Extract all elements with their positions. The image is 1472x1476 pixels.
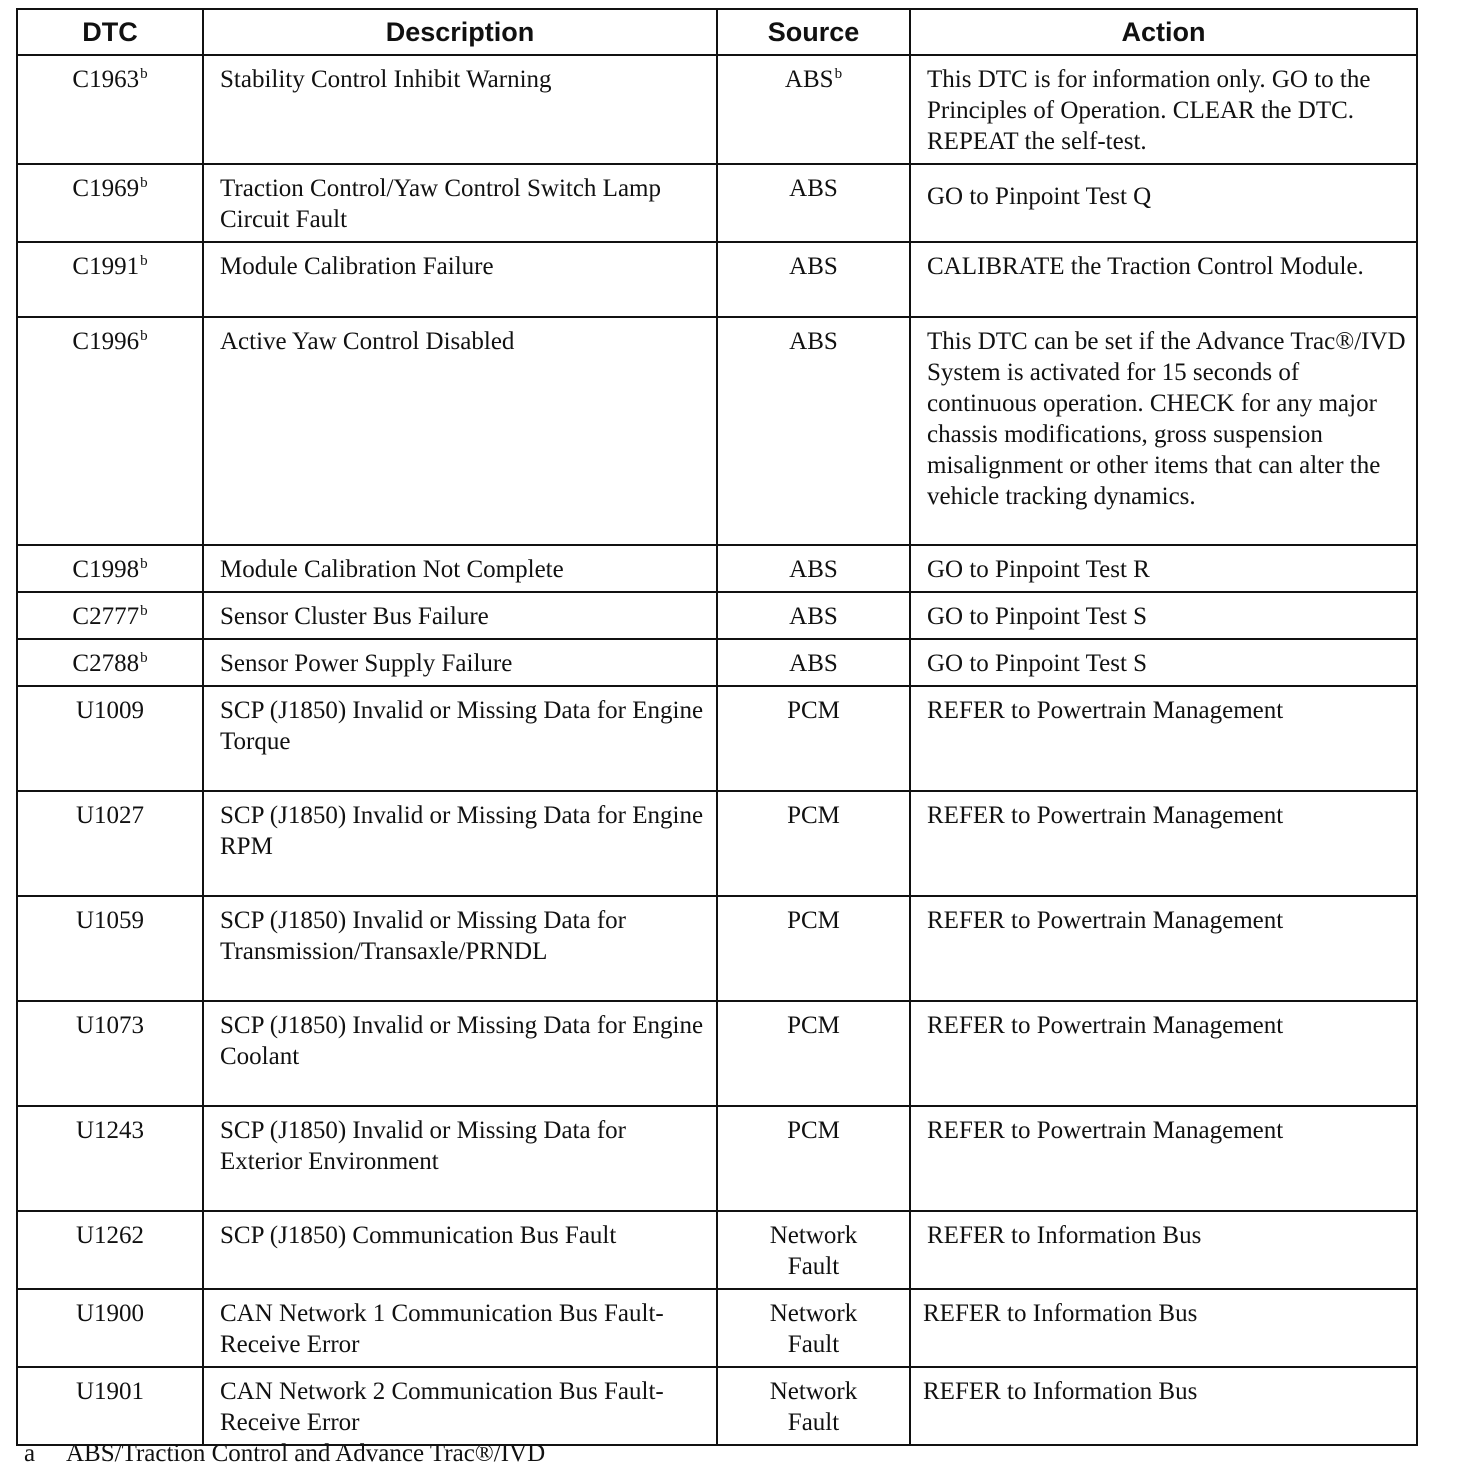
table-row xyxy=(17,1289,1417,1367)
table-row xyxy=(17,639,1417,686)
footnote-ref: b xyxy=(140,253,148,269)
source-cell xyxy=(717,545,910,592)
table-row xyxy=(17,545,1417,592)
description-cell: Sensor Cluster Bus Failure xyxy=(203,592,717,639)
action-cell: GO to Pinpoint Test Q xyxy=(910,164,1417,242)
action-cell: REFER to Information Bus xyxy=(910,1367,1417,1445)
dtc-code: C1991 xyxy=(72,253,140,280)
action-cell: REFER to Powertrain Management xyxy=(910,791,1417,896)
dtc-code-cell xyxy=(17,164,203,242)
dtc-code-cell xyxy=(17,545,203,592)
dtc-code-cell: U1009 xyxy=(17,686,203,791)
dtc-code-cell: U1262 xyxy=(17,1211,203,1289)
action-cell: GO to Pinpoint Test R xyxy=(910,545,1417,592)
table-row xyxy=(17,317,1417,545)
table-row xyxy=(17,164,1417,242)
header-source: Source xyxy=(717,9,910,55)
action-cell: REFER to Powertrain Management xyxy=(910,686,1417,791)
description-cell: SCP (J1850) Communication Bus Fault xyxy=(203,1211,717,1289)
table-row xyxy=(17,242,1417,317)
action-cell: This DTC is for information only. GO to the Principles of Operation. CLEAR the DTC. REPEAT the self-test. xyxy=(910,55,1417,164)
table-footnote xyxy=(24,1438,545,1469)
action-cell: This DTC can be set if the Advance Trac®/IVD System is activated for 15 seconds of continuous operation. CHECK for any major chassis modifications, gross suspension misalignment or other items that can alter the vehicle tracking dynamics. xyxy=(910,317,1417,545)
source-cell xyxy=(717,242,910,317)
dtc-code-cell xyxy=(17,317,203,545)
source-cell: PCM xyxy=(717,1106,910,1211)
table-row xyxy=(17,686,1417,791)
source-cell: PCM xyxy=(717,896,910,1001)
description-cell: Module Calibration Not Complete xyxy=(203,545,717,592)
footnote-ref: b xyxy=(140,175,148,191)
action-cell: REFER to Powertrain Management xyxy=(910,1001,1417,1106)
dtc-code-cell xyxy=(17,242,203,317)
source-cell xyxy=(717,55,910,164)
dtc-code-cell: U1073 xyxy=(17,1001,203,1106)
dtc-table xyxy=(16,8,1418,1446)
source-cell: Network Fault xyxy=(717,1289,910,1367)
dtc-code: C1996 xyxy=(72,328,140,355)
description-cell: Sensor Power Supply Failure xyxy=(203,639,717,686)
footnote-marker: a xyxy=(24,1440,36,1467)
description-cell: Active Yaw Control Disabled xyxy=(203,317,717,545)
source-cell xyxy=(717,639,910,686)
dtc-code: C1998 xyxy=(72,556,140,583)
source-value: ABS xyxy=(784,66,834,93)
dtc-code-cell: U1901 xyxy=(17,1367,203,1445)
source-value: ABS xyxy=(789,650,838,677)
table-row xyxy=(17,592,1417,639)
header-description: Description xyxy=(203,9,717,55)
description-cell: Stability Control Inhibit Warning xyxy=(203,55,717,164)
source-cell xyxy=(717,592,910,639)
table-row xyxy=(17,55,1417,164)
dtc-code-cell: U1900 xyxy=(17,1289,203,1367)
action-cell: CALIBRATE the Traction Control Module. xyxy=(910,242,1417,317)
action-cell: GO to Pinpoint Test S xyxy=(910,639,1417,686)
description-cell: SCP (J1850) Invalid or Missing Data for Transmission/Transaxle/PRNDL xyxy=(203,896,717,1001)
source-value: ABS xyxy=(789,556,838,583)
description-cell: Module Calibration Failure xyxy=(203,242,717,317)
description-cell: SCP (J1850) Invalid or Missing Data for Engine Coolant xyxy=(203,1001,717,1106)
table-row xyxy=(17,896,1417,1001)
footnote-ref: b xyxy=(140,603,148,619)
action-cell: REFER to Information Bus xyxy=(910,1289,1417,1367)
footnote-text: ABS/Traction Control and Advance Trac®/IVD xyxy=(66,1440,546,1467)
dtc-code: C1969 xyxy=(72,175,140,202)
footnote-ref: b xyxy=(140,556,148,572)
action-cell: REFER to Information Bus xyxy=(910,1211,1417,1289)
table-row xyxy=(17,1211,1417,1289)
table-header-row xyxy=(17,9,1417,55)
source-cell: PCM xyxy=(717,791,910,896)
dtc-code: C1963 xyxy=(72,66,140,93)
action-cell: REFER to Powertrain Management xyxy=(910,1106,1417,1211)
description-cell: SCP (J1850) Invalid or Missing Data for Exterior Environment xyxy=(203,1106,717,1211)
dtc-code-cell: U1027 xyxy=(17,791,203,896)
source-cell: Network Fault xyxy=(717,1211,910,1289)
table-row xyxy=(17,791,1417,896)
footnote-ref: b xyxy=(834,66,843,82)
dtc-code-cell: U1059 xyxy=(17,896,203,1001)
dtc-code-cell xyxy=(17,639,203,686)
dtc-code: C2777 xyxy=(72,603,140,630)
source-value: ABS xyxy=(789,253,838,280)
source-cell xyxy=(717,164,910,242)
source-cell: PCM xyxy=(717,686,910,791)
header-action: Action xyxy=(910,9,1417,55)
table-row xyxy=(17,1001,1417,1106)
action-cell: REFER to Powertrain Management xyxy=(910,896,1417,1001)
action-cell: GO to Pinpoint Test S xyxy=(910,592,1417,639)
source-cell: Network Fault xyxy=(717,1367,910,1445)
dtc-code-cell: U1243 xyxy=(17,1106,203,1211)
description-cell: CAN Network 1 Communication Bus Fault-Receive Error xyxy=(203,1289,717,1367)
dtc-code-cell xyxy=(17,592,203,639)
footnote-ref: b xyxy=(140,328,148,344)
description-cell: SCP (J1850) Invalid or Missing Data for Engine RPM xyxy=(203,791,717,896)
table-row xyxy=(17,1106,1417,1211)
footnote-ref: b xyxy=(140,650,148,666)
footnote-ref: b xyxy=(140,66,148,82)
header-dtc: DTC xyxy=(17,9,203,55)
description-cell: SCP (J1850) Invalid or Missing Data for Engine Torque xyxy=(203,686,717,791)
table-row xyxy=(17,1367,1417,1445)
source-cell xyxy=(717,317,910,545)
source-cell: PCM xyxy=(717,1001,910,1106)
dtc-code: C2788 xyxy=(72,650,140,677)
source-value: ABS xyxy=(789,175,838,202)
source-value: ABS xyxy=(789,328,838,355)
dtc-code-cell xyxy=(17,55,203,164)
source-value: ABS xyxy=(789,603,838,630)
description-cell: CAN Network 2 Communication Bus Fault-Receive Error xyxy=(203,1367,717,1445)
description-cell: Traction Control/Yaw Control Switch Lamp Circuit Fault xyxy=(203,164,717,242)
